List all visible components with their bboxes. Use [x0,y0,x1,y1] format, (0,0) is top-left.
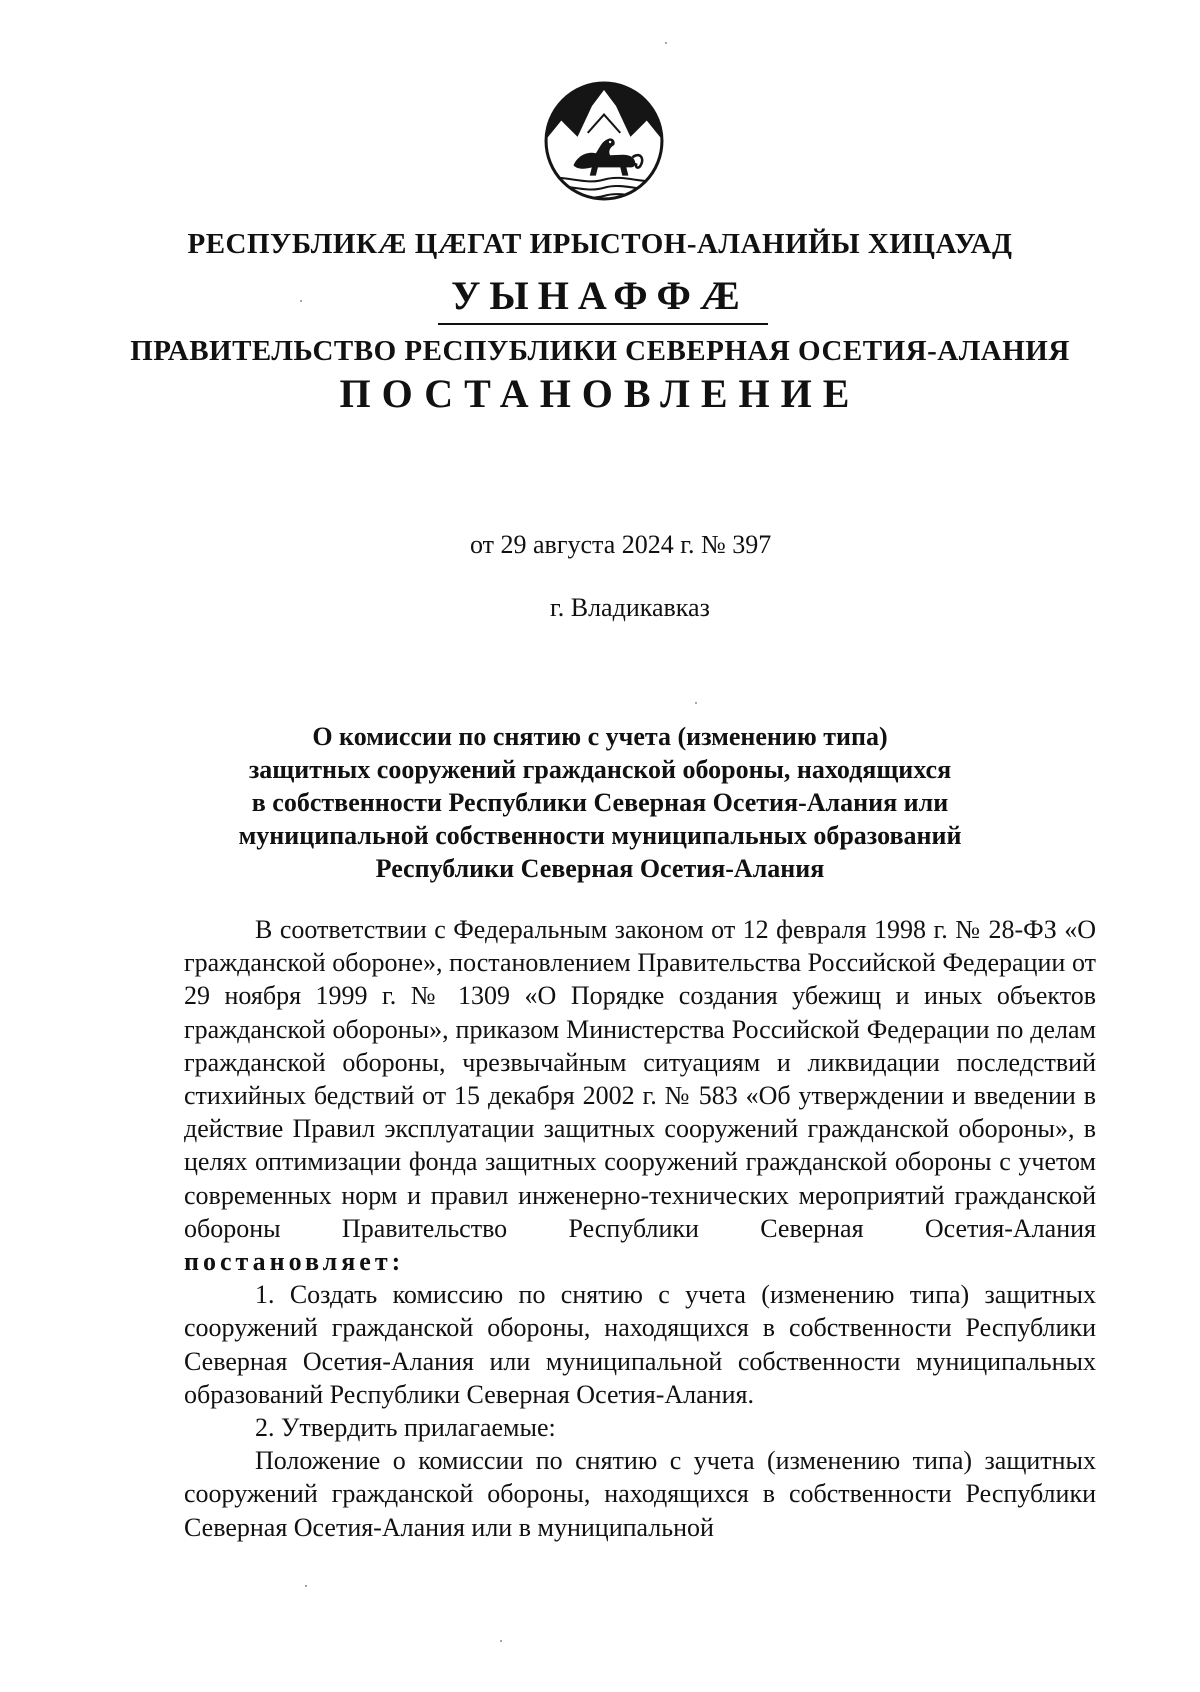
resolves-word: постановляет [184,1247,392,1277]
title-line: в собственности Республики Северная Осетия-Алания или [251,788,949,817]
header-divider [438,323,768,325]
item-2-sub-paragraph: Положение о комиссии по снятию с учета (изменению типа) защитных сооружений гражданской обороны, находящихся в собственности Республики Северная Осетия-Алания или в муниципальной [184,1446,1096,1542]
document-body [184,913,1096,1544]
item-1-paragraph: 1. Создать комиссию по снятию с учета (изменению типа) защитных сооружений гражданской обороны, находящихся в собственности Республики Северная Осетия-Алания или муниципальной собственности муниципальных образований Республики Северная Осетия-Алания. [184,1280,1096,1409]
preamble-paragraph [184,913,1096,1278]
russian-doc-type: ПОСТАНОВЛЕНИЕ [339,371,861,416]
document-title [180,720,1020,885]
title-line: О комиссии по снятию с учета (изменению типа) [312,722,888,751]
scan-speck [695,702,697,704]
scan-speck [665,42,667,44]
item-2-paragraph: 2. Утвердить прилагаемые: [255,1413,556,1443]
scan-speck [500,1640,502,1642]
title-line: защитных сооружений гражданской обороны, находящихся [248,755,952,784]
document-city: г. Владикавказ [550,593,710,622]
ossetian-authority-heading: РЕСПУБЛИКӔ ЦӔГАТ ИРЫСТОН-АЛАНИЙЫ ХИЦАУАД [187,228,1013,260]
scan-speck [300,300,302,302]
ossetian-doc-type: УЫНАФФӔ [451,273,749,318]
document-date-number: от 29 августа 2024 г. № 397 [470,530,772,559]
title-line: муниципальной собственности муниципальных образований [238,821,962,850]
coat-of-arms-icon [543,80,665,202]
resolves-colon: : [391,1247,401,1277]
russian-authority-heading: ПРАВИТЕЛЬСТВО РЕСПУБЛИКИ СЕВЕРНАЯ ОСЕТИЯ-АЛАНИЯ [130,335,1070,367]
preamble-text: В соответствии с Федеральным законом от 12 февраля 1998 г. № 28-ФЗ «О гражданской обороне», постановлением Правительства Российской Федерации от 29 ноября 1999 г. № 1309 «О Порядке создания убежищ и иных объектов гражданской обороны», приказом Министерства Российской Федерации по делам гражданской обороны, чрезвычайным ситуациям и ликвидации последствий стихийных бедствий от 15 декабря 2002 г. № 583 «Об утверждении и введении в действие Правил эксплуатации защитных сооружений гражданской обороны», в целях оптимизации фонда защитных сооружений гражданской обороны с учетом современных норм и правил инженерно-технических мероприятий гражданской обороны Правительство Республики Северная Осетия-Алания [184,915,1096,1243]
scan-speck [305,1585,307,1587]
title-line: Республики Северная Осетия-Алания [375,854,825,883]
